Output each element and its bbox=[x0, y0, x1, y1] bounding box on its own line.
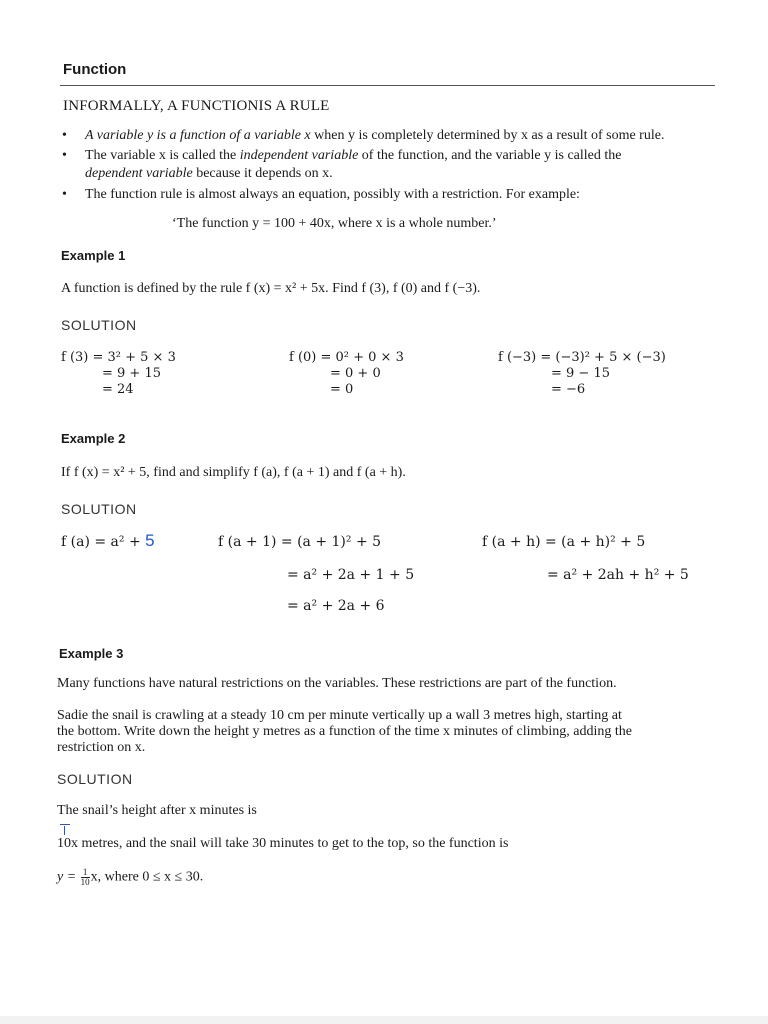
bullet-dot: • bbox=[62, 128, 67, 143]
function-lhs: y = bbox=[57, 869, 77, 885]
function-rhs: x, where 0 ≤ x ≤ 30. bbox=[90, 869, 204, 885]
example-3-para-1: Many functions have natural restrictions on the variables. These restrictions are part of the function. bbox=[57, 676, 617, 691]
bullet-dot: • bbox=[62, 148, 67, 163]
equation-line: = 9 + 15 bbox=[102, 366, 161, 381]
bullet-1 bbox=[85, 128, 664, 144]
example-2-solution-label: SOLUTION bbox=[61, 501, 137, 517]
bullet-2-e: because it depends on x. bbox=[192, 166, 333, 181]
example-2-fa bbox=[61, 533, 155, 550]
equation-line: f (a + 1) = (a + 1)² + 5 bbox=[218, 534, 382, 550]
example-2-label: Example 2 bbox=[61, 431, 126, 446]
equation-line: f (−3) = (−3)² + 5 × (−3) bbox=[498, 350, 666, 365]
equation-line: = 0 bbox=[330, 382, 354, 397]
example-2-prompt: If f (x) = x² + 5, find and simplify f (a), f (a + 1) and f (a + h). bbox=[61, 465, 406, 480]
equation-line: f (3) = 3² + 5 × 3 bbox=[61, 350, 176, 365]
example-3-solution-line-3 bbox=[57, 868, 203, 887]
page-footer-strip bbox=[0, 1016, 768, 1024]
equation-line: = a² + 2ah + h² + 5 bbox=[547, 567, 689, 583]
handwritten-fraction-bar bbox=[60, 824, 70, 825]
bullet-1-italic: A variable y is a function of a variable x bbox=[85, 128, 311, 143]
handwritten-numeral bbox=[64, 826, 65, 835]
example-1-prompt: A function is defined by the rule f (x) = x² + 5x. Find f (3), f (0) and f (−3). bbox=[61, 281, 481, 296]
example-3-solution-line-2: 10x metres, and the snail will take 30 minutes to get to the top, so the function is bbox=[57, 836, 509, 851]
example-3-solution-line-1: The snail’s height after x minutes is bbox=[57, 803, 257, 818]
example-3-para-2-line-3: restriction on x. bbox=[57, 740, 146, 755]
equation-line: f (a + h) = (a + h)² + 5 bbox=[482, 534, 646, 550]
equation-line: = −6 bbox=[551, 382, 586, 397]
bullet-2-line-1 bbox=[85, 148, 621, 164]
title-divider bbox=[60, 85, 715, 86]
section-heading: INFORMALLY, A FUNCTIONIS A RULE bbox=[63, 98, 330, 114]
bullet-2-b: independent variable bbox=[239, 148, 359, 163]
example-3-para-2-line-1: Sadie the snail is crawling at a steady 10 cm per minute vertically up a wall 3 metres high, starting at bbox=[57, 708, 622, 723]
bullet-1-rest: when y is completely determined by x as a result of some rule. bbox=[310, 128, 665, 143]
equation-line: f (0) = 0² + 0 × 3 bbox=[289, 350, 404, 365]
example-quote: ‘The function y = 100 + 40x, where x is a whole number.’ bbox=[172, 216, 497, 231]
equation-line: = 24 bbox=[102, 382, 134, 397]
example-3-solution-label: SOLUTION bbox=[57, 771, 133, 787]
fraction-numerator: 1 bbox=[81, 868, 90, 878]
equation-line: = a² + 2a + 1 + 5 bbox=[287, 567, 415, 583]
fraction bbox=[81, 868, 90, 887]
handwritten-annotation: 5 bbox=[145, 531, 155, 550]
page-title: Function bbox=[63, 61, 127, 78]
example-3-para-2-line-2: the bottom. Write down the height y metres as a function of the time x minutes of climbing, adding the bbox=[57, 724, 633, 739]
bullet-2-line-2 bbox=[85, 166, 333, 182]
equation-line: = a² + 2a + 6 bbox=[287, 598, 385, 614]
example-1-solution-label: SOLUTION bbox=[61, 317, 137, 333]
bullet-2-a: The variable x is called the bbox=[85, 148, 240, 163]
equation-line: = 9 − 15 bbox=[551, 366, 610, 381]
bullet-2-c: of the function, and the variable y is called the bbox=[358, 148, 622, 163]
example-1-label: Example 1 bbox=[61, 248, 126, 263]
equation-line: = 0 + 0 bbox=[330, 366, 381, 381]
fa-equation: f (a) = a² + bbox=[61, 534, 141, 550]
fraction-denominator: 10 bbox=[80, 877, 90, 887]
bullet-3: The function rule is almost always an equation, possibly with a restriction. For example: bbox=[85, 187, 580, 202]
bullet-2-d: dependent variable bbox=[85, 166, 193, 181]
example-3-label: Example 3 bbox=[59, 646, 124, 661]
bullet-dot: • bbox=[62, 187, 67, 202]
